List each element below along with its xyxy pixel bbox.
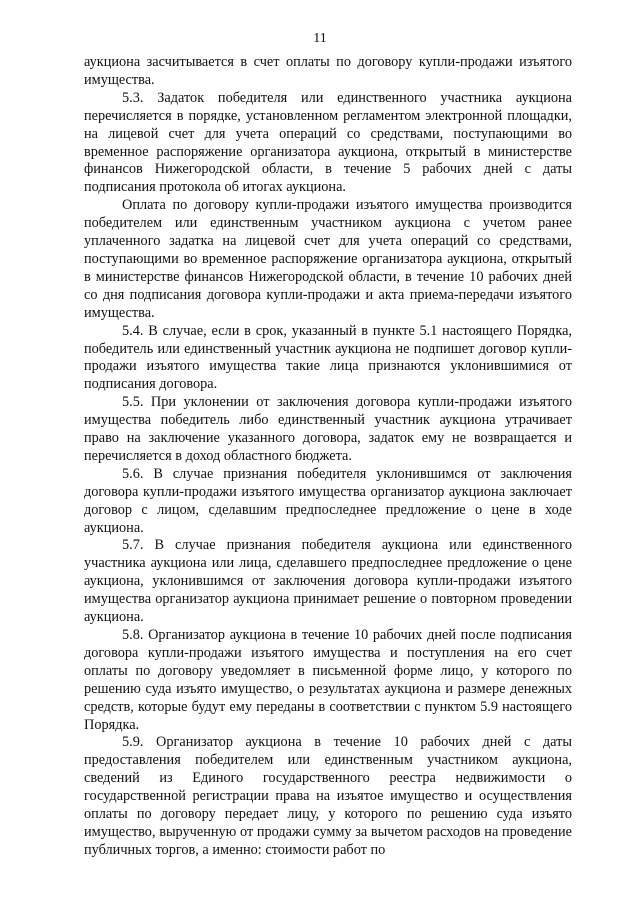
paragraph-5-8: 5.8. Организатор аукциона в течение 10 рабочих дней после подписания договора купли-продажи изъятого имущества и поступления на его счет оплаты по договору уведомляет в письменной форме лицо, у которого по решению суда изъято имущество, о результатах аукциона и размере денежных средств, которые будут ему переданы в соответствии с пунктом 5.9 настоящего Порядка. [84, 627, 572, 733]
page-number: 11 [313, 31, 327, 46]
paragraph-5-3: 5.3. Задаток победителя или единственного участника аукциона перечисляется в порядке, установленном регламентом электронной площадки, на лицевой счет для учета операций со средствами, поступающими во временное распоряжение организатора аукциона, открытый в министерстве финансов Нижегородской области, в течение 5 рабочих дней с даты подписания протокола об итогах аукциона. [84, 89, 572, 196]
paragraph-5-4: 5.4. В случае, если в срок, указанный в пункте 5.1 настоящего Порядка, победитель или единственный участник аукциона не подпишет договор купли-продажи изъятого имущества такие лица признаются уклонившимися от подписания договора. [84, 322, 572, 393]
paragraph-continuation: аукциона засчитывается в счет оплаты по договору купли-продажи изъятого имущества. [84, 54, 572, 88]
paragraph-payment: Оплата по договору купли-продажи изъятого имущества производится победителем или единственным участником аукциона с учетом ранее уплаченного задатка на лицевой счет для учета операций со средствами, поступающими во временное распоряжение организатора аукциона, открытый в министерстве финансов Нижегородской области, в течение 10 рабочих дней со дня подписания договора купли-продажи и акта приема-передачи изъятого имущества. [84, 197, 572, 321]
document-body [84, 54, 572, 860]
paragraph-5-6: 5.6. В случае признания победителя уклонившимся от заключения договора купли-продажи изъятого имущества организатор аукциона заключает договор с лицом, сделавшим предпоследнее предложение о цене в ходе аукциона. [84, 465, 572, 536]
paragraph-5-5: 5.5. При уклонении от заключения договора купли-продажи изъятого имущества победитель либо единственный участник аукциона утрачивает право на заключение указанного договора, задаток ему не возвращается и перечисляется в доход областного бюджета. [84, 394, 572, 464]
paragraph-5-7: 5.7. В случае признания победителя аукциона или единственного участника аукциона или лица, сделавшего предпоследнее предложение о цене аукциона, уклонившимся от заключения договора купли-продажи изъятого имущества организатор аукциона принимает решение о повторном проведении аукциона. [84, 537, 572, 626]
paragraph-5-9: 5.9. Организатор аукциона в течение 10 рабочих дней с даты предоставления победителем или единственным участником аукциона, сведений из Единого государственного реестра недвижимости о государственной регистрации права на изъятое имущество и осуществления оплаты по договору передает лицу, у которого по решению суда изъято имущество, вырученную от продажи сумму за вычетом расходов на проведение публичных торгов, а именно: стоимости работ по [84, 734, 572, 858]
